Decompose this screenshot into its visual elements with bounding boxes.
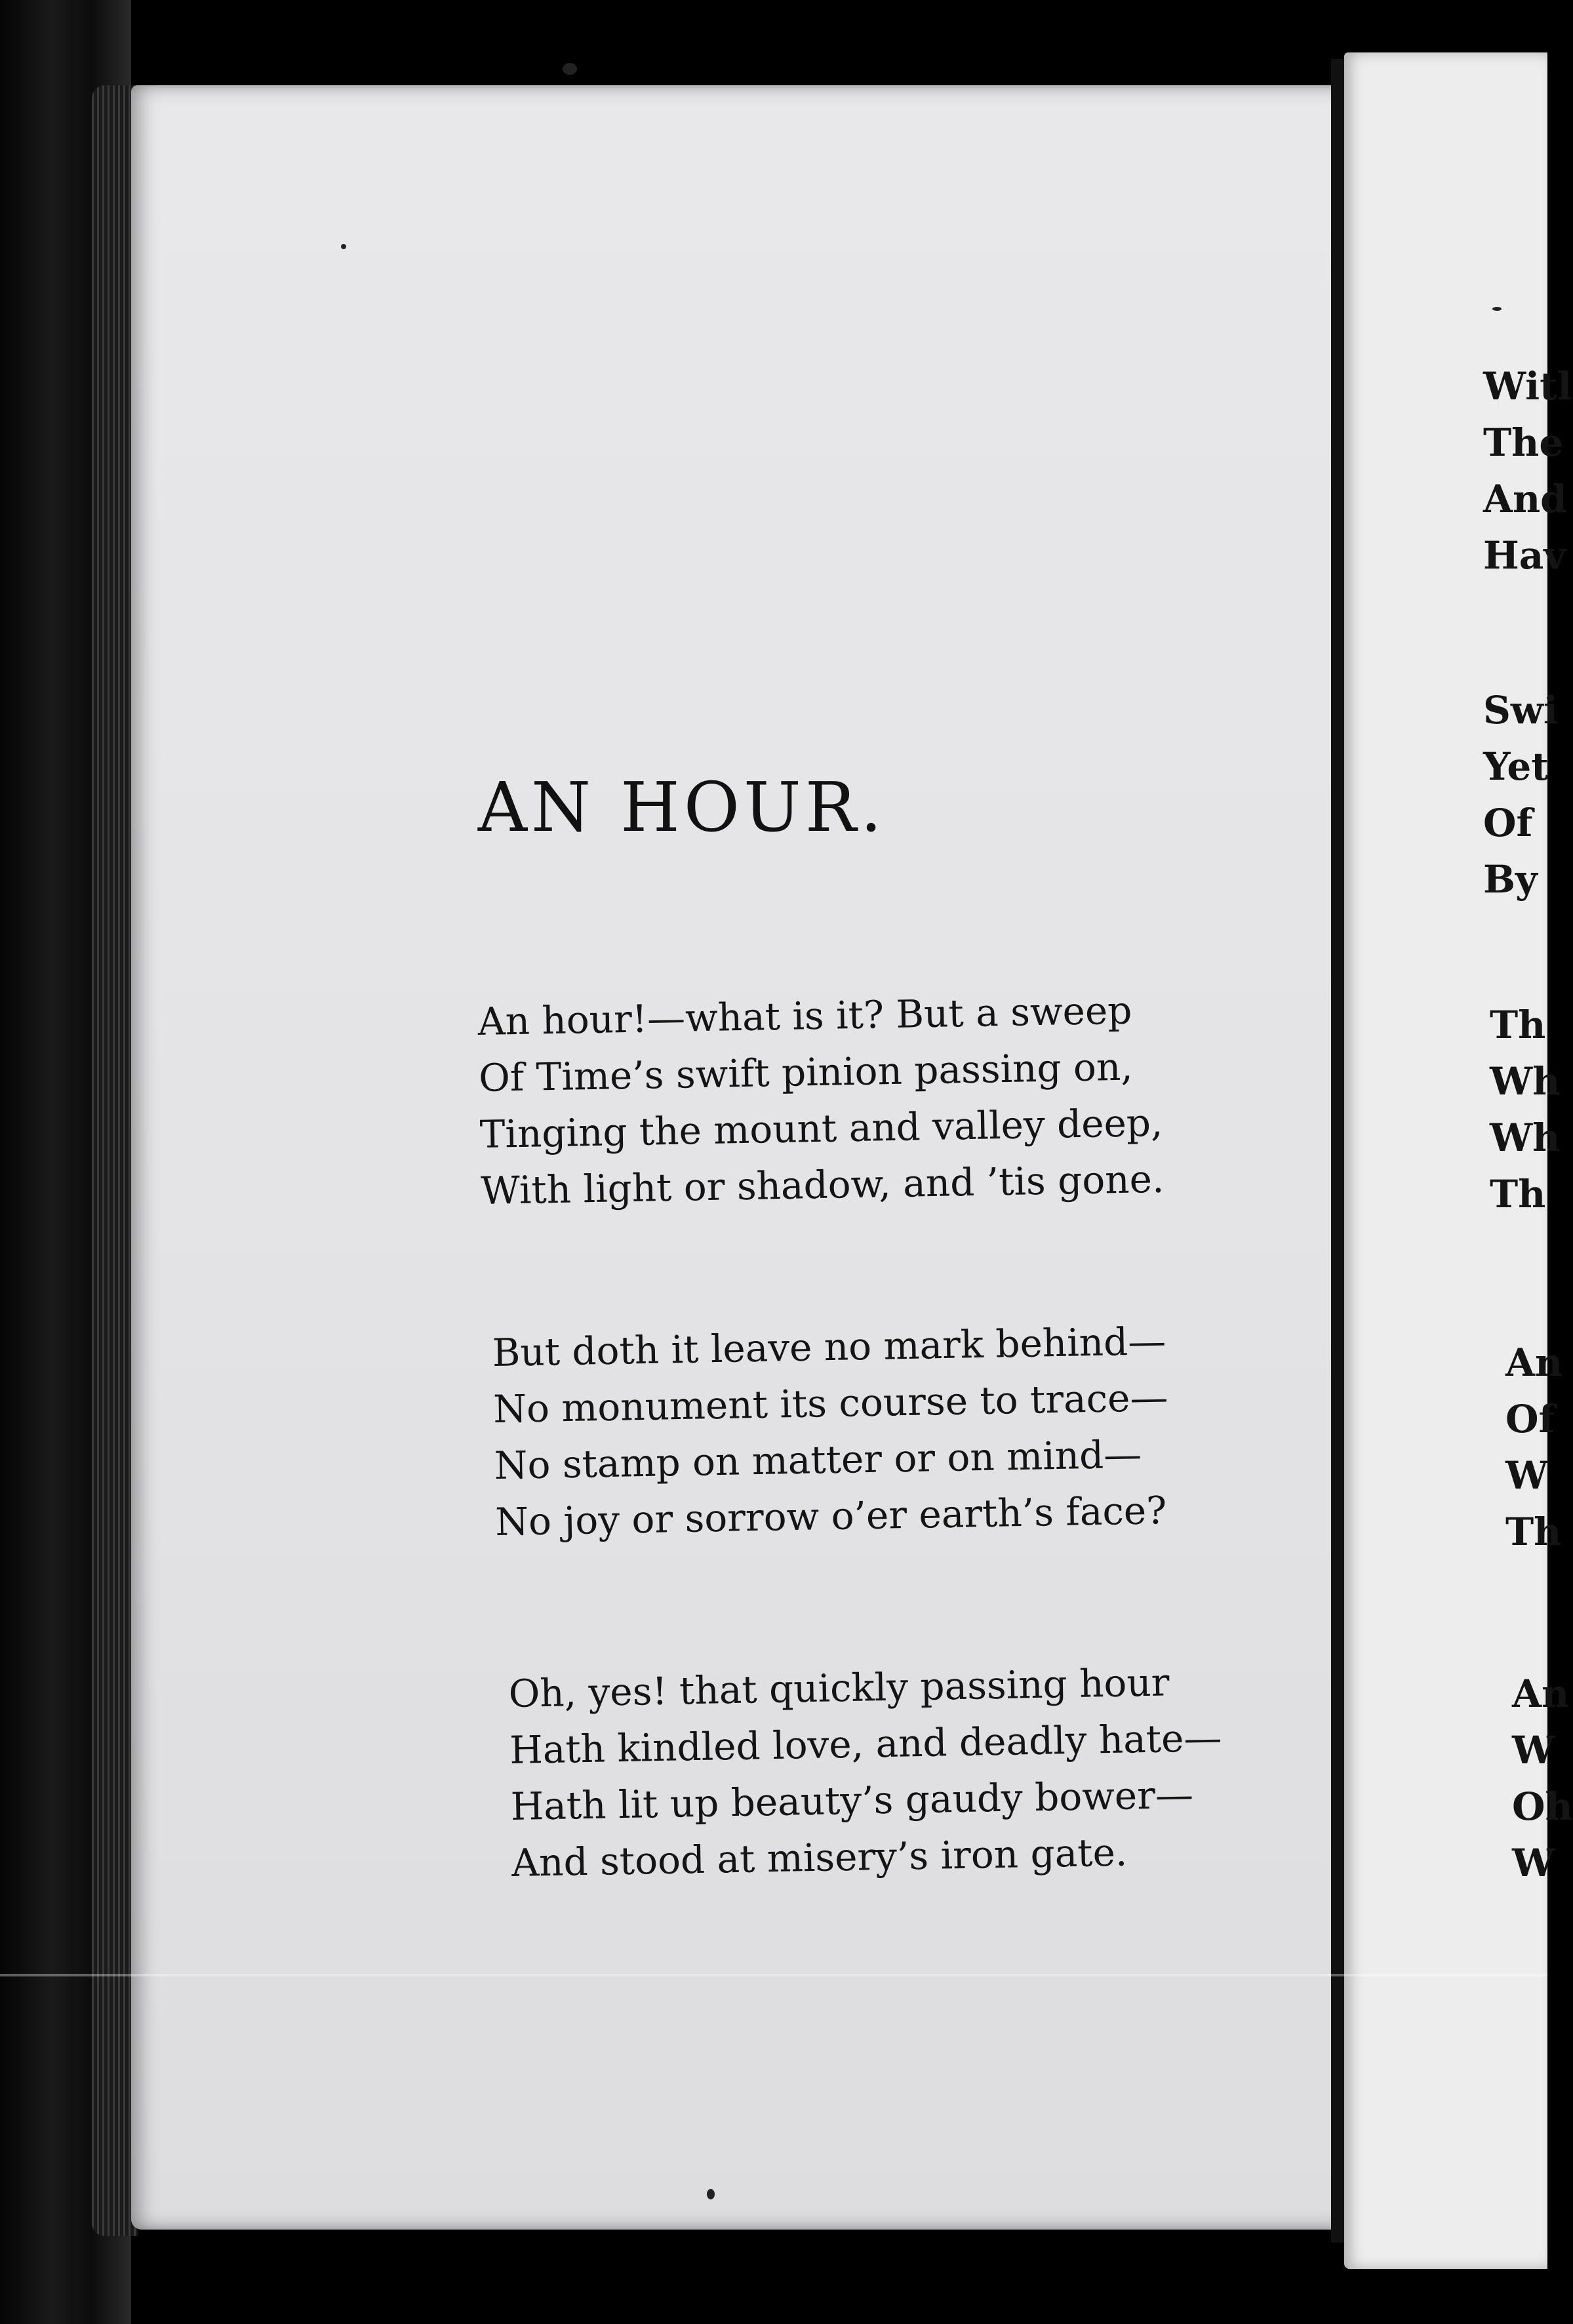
poem-line: But doth it leave no mark behind—	[492, 1319, 1166, 1375]
facing-line-fragment: Wh	[1490, 1059, 1561, 1104]
ink-speck	[341, 244, 346, 249]
facing-page-stanza-3	[1490, 997, 1561, 1222]
poem-line: Hath kindled love, and deadly hate—	[509, 1715, 1222, 1773]
facing-line-fragment: W	[1512, 1841, 1555, 1885]
facing-line-fragment: The	[1483, 420, 1564, 465]
facing-line-fragment: Swi	[1483, 688, 1558, 732]
page-gutter	[1331, 59, 1344, 2243]
ink-speck	[707, 2189, 715, 2199]
facing-page-stanza-4	[1505, 1334, 1563, 1560]
poem-title: AN HOUR.	[477, 767, 886, 847]
facing-line-fragment: Th	[1490, 1003, 1546, 1047]
facing-page-stanza-5	[1512, 1666, 1573, 1891]
ink-speck	[563, 63, 577, 75]
poem-line: And stood at misery’s iron gate.	[511, 1830, 1128, 1885]
poem-line: No stamp on matter or on mind—	[494, 1432, 1142, 1488]
facing-line-fragment: Of	[1483, 801, 1533, 845]
poem-line: Hath lit up beauty’s gaudy bower—	[510, 1772, 1194, 1829]
scan-artifact-line	[0, 1974, 1547, 1976]
poem-line: Oh, yes! that quickly passing hour	[508, 1660, 1170, 1716]
poem-line: Tinging the mount and valley deep,	[479, 1100, 1163, 1157]
facing-line-fragment: Hav	[1483, 533, 1566, 578]
facing-line-fragment: An	[1505, 1340, 1563, 1385]
facing-line-fragment: Wh	[1490, 1115, 1561, 1160]
facing-line-fragment: Witl	[1483, 364, 1572, 409]
facing-line-fragment: By	[1483, 857, 1538, 902]
facing-line-fragment: W	[1505, 1453, 1549, 1498]
poem-line: With light or shadow, and ’tis gone.	[480, 1156, 1165, 1213]
facing-line-fragment: Of	[1505, 1397, 1555, 1441]
facing-line-fragment: Th	[1490, 1172, 1546, 1216]
facing-line-fragment: W	[1512, 1728, 1555, 1773]
poem-line: An hour!—what is it? But a sweep	[477, 988, 1132, 1044]
facing-page-stanza-1	[1483, 358, 1572, 584]
facing-line-fragment: Yet	[1483, 744, 1549, 789]
poem-line: No monument its course to trace—	[492, 1375, 1169, 1432]
stanza-3	[508, 1653, 1224, 1891]
ink-speck	[1492, 307, 1502, 311]
facing-line-fragment: An	[1512, 1672, 1570, 1716]
facing-line-fragment: And	[1483, 477, 1567, 521]
facing-line-fragment: Th	[1505, 1510, 1562, 1554]
poem-line: Of Time’s swift pinion passing on,	[478, 1044, 1134, 1100]
facing-page-stanza-2	[1483, 682, 1558, 908]
stanza-2	[492, 1313, 1170, 1550]
stanza-1	[477, 982, 1165, 1219]
poem-line: No joy or sorrow o’er earth’s face?	[494, 1488, 1167, 1544]
facing-line-fragment: Oh	[1512, 1784, 1573, 1829]
